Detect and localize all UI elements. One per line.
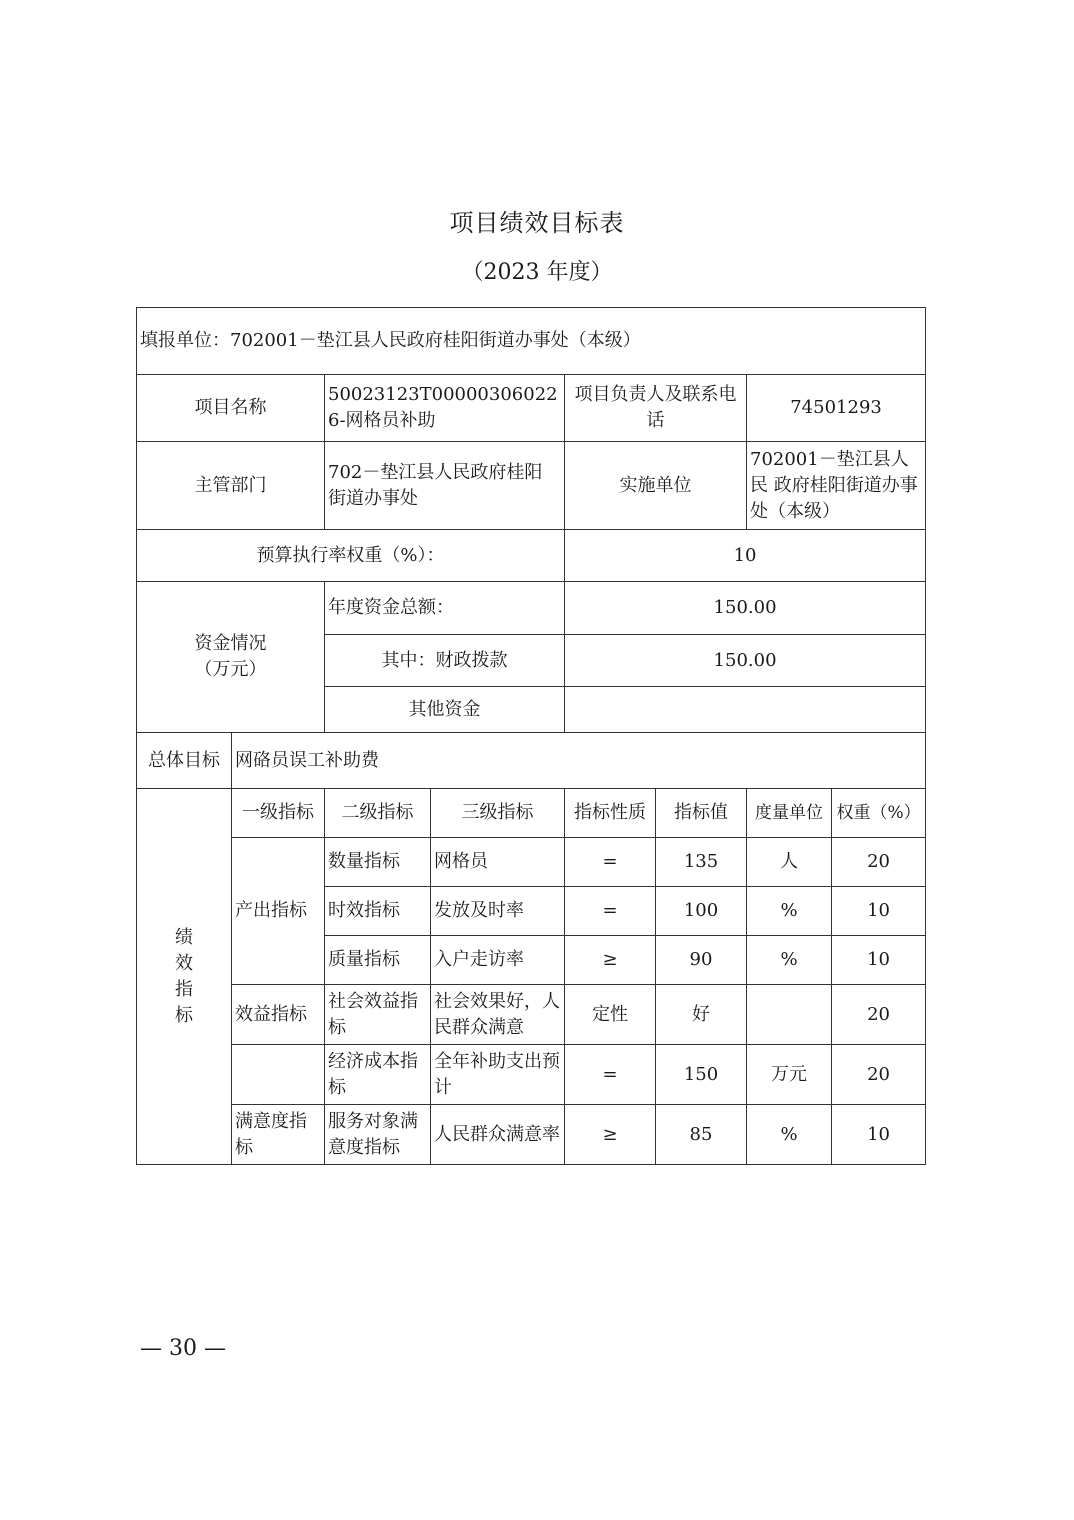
overall-goal-value: 网硌员误工补助费 bbox=[232, 733, 926, 789]
page-number: — 30 — bbox=[140, 1336, 226, 1361]
table-row bbox=[137, 1105, 926, 1165]
level3-cell: 入户走访率 bbox=[431, 936, 565, 985]
weight-cell: 20 bbox=[832, 985, 926, 1045]
header-level2: 二级指标 bbox=[325, 789, 431, 838]
budget-weight-label: 预算执行率权重（%）： bbox=[137, 530, 565, 582]
level3-cell: 网格员 bbox=[431, 838, 565, 887]
page-subtitle: （2023 年度） bbox=[461, 260, 613, 285]
funds-fiscal-value: 150.00 bbox=[565, 635, 926, 687]
weight-cell: 10 bbox=[832, 1105, 926, 1165]
indicator-section-text: 绩效指标 bbox=[175, 926, 193, 1026]
header-nature: 指标性质 bbox=[565, 789, 656, 838]
header-unit: 度量单位 bbox=[747, 789, 832, 838]
nature-cell: 定性 bbox=[565, 985, 656, 1045]
nature-cell: = bbox=[565, 838, 656, 887]
weight-cell: 20 bbox=[832, 838, 926, 887]
project-contact-value: 74501293 bbox=[747, 375, 926, 442]
level2-cell: 服务对象满意度指标 bbox=[325, 1105, 431, 1165]
department-label: 主管部门 bbox=[137, 442, 325, 530]
department-row bbox=[137, 442, 926, 530]
department-value: 702－垫江县人民政府桂阳 街道办事处 bbox=[325, 442, 565, 530]
header-level3: 三级指标 bbox=[431, 789, 565, 838]
funds-total-label: 年度资金总额： bbox=[325, 582, 565, 635]
unit-cell: % bbox=[747, 1105, 832, 1165]
unit-cell: % bbox=[747, 887, 832, 936]
value-cell: 135 bbox=[656, 838, 747, 887]
value-cell: 好 bbox=[656, 985, 747, 1045]
budget-weight-value: 10 bbox=[565, 530, 926, 582]
value-cell: 90 bbox=[656, 936, 747, 985]
header-level1: 一级指标 bbox=[232, 789, 325, 838]
header-value: 指标值 bbox=[656, 789, 747, 838]
level3-cell: 人民群众满意率 bbox=[431, 1105, 565, 1165]
level1-output: 产出指标 bbox=[232, 838, 325, 985]
unit-cell: 人 bbox=[747, 838, 832, 887]
level1-satisfaction: 满意度指标 bbox=[232, 1105, 325, 1165]
implementing-unit-label: 实施单位 bbox=[565, 442, 747, 530]
level3-cell: 发放及时率 bbox=[431, 887, 565, 936]
level2-cell: 社会效益指标 bbox=[325, 985, 431, 1045]
value-cell: 100 bbox=[656, 887, 747, 936]
level2-cell: 质量指标 bbox=[325, 936, 431, 985]
weight-cell: 10 bbox=[832, 887, 926, 936]
funds-other-value bbox=[565, 687, 926, 733]
funds-total-value: 150.00 bbox=[565, 582, 926, 635]
level2-cell: 数量指标 bbox=[325, 838, 431, 887]
value-cell: 150 bbox=[656, 1045, 747, 1105]
table-row bbox=[137, 838, 926, 887]
funds-other-label: 其他资金 bbox=[325, 687, 565, 733]
table-row bbox=[137, 1045, 926, 1105]
table-row bbox=[137, 985, 926, 1045]
level3-cell: 社会效果好，人民群众满意 bbox=[431, 985, 565, 1045]
nature-cell: = bbox=[565, 1045, 656, 1105]
unit-cell: 万元 bbox=[747, 1045, 832, 1105]
project-row bbox=[137, 375, 926, 442]
project-name-label: 项目名称 bbox=[137, 375, 325, 442]
nature-cell: ≥ bbox=[565, 1105, 656, 1165]
level2-cell: 经济成本指标 bbox=[325, 1045, 431, 1105]
project-name-value: 50023123T000003060226-网格员补助 bbox=[325, 375, 565, 442]
value-cell: 85 bbox=[656, 1105, 747, 1165]
indicator-section-label bbox=[137, 789, 232, 1165]
page-title: 项目绩效目标表 bbox=[449, 209, 625, 237]
filing-unit: 填报单位：702001－垫江县人民政府桂阳街道办事处（本级） bbox=[137, 308, 926, 375]
funds-total-row bbox=[137, 582, 926, 635]
unit-cell bbox=[747, 985, 832, 1045]
weight-cell: 20 bbox=[832, 1045, 926, 1105]
unit-cell: % bbox=[747, 936, 832, 985]
level2-cell: 时效指标 bbox=[325, 887, 431, 936]
performance-target-table bbox=[136, 307, 926, 1165]
project-contact-label: 项目负责人及联系电话 bbox=[565, 375, 747, 442]
weight-cell: 10 bbox=[832, 936, 926, 985]
funds-label-text: 资金情况（万元） bbox=[194, 633, 267, 680]
header-weight: 权重（%） bbox=[832, 789, 926, 838]
nature-cell: = bbox=[565, 887, 656, 936]
nature-cell: ≥ bbox=[565, 936, 656, 985]
implementing-unit-value: 702001－垫江县人民 政府桂阳街道办事 处（本级） bbox=[747, 442, 926, 530]
funds-fiscal-label: 其中：财政拨款 bbox=[325, 635, 565, 687]
indicator-header-row bbox=[137, 789, 926, 838]
overall-goal-label: 总体目标 bbox=[137, 733, 232, 789]
level1-empty bbox=[232, 1045, 325, 1105]
level3-cell: 全年补助支出预计 bbox=[431, 1045, 565, 1105]
budget-weight-row bbox=[137, 530, 926, 582]
funds-label bbox=[137, 582, 325, 733]
overall-goal-row bbox=[137, 733, 926, 789]
filing-unit-row bbox=[137, 308, 926, 375]
level1-benefit: 效益指标 bbox=[232, 985, 325, 1045]
